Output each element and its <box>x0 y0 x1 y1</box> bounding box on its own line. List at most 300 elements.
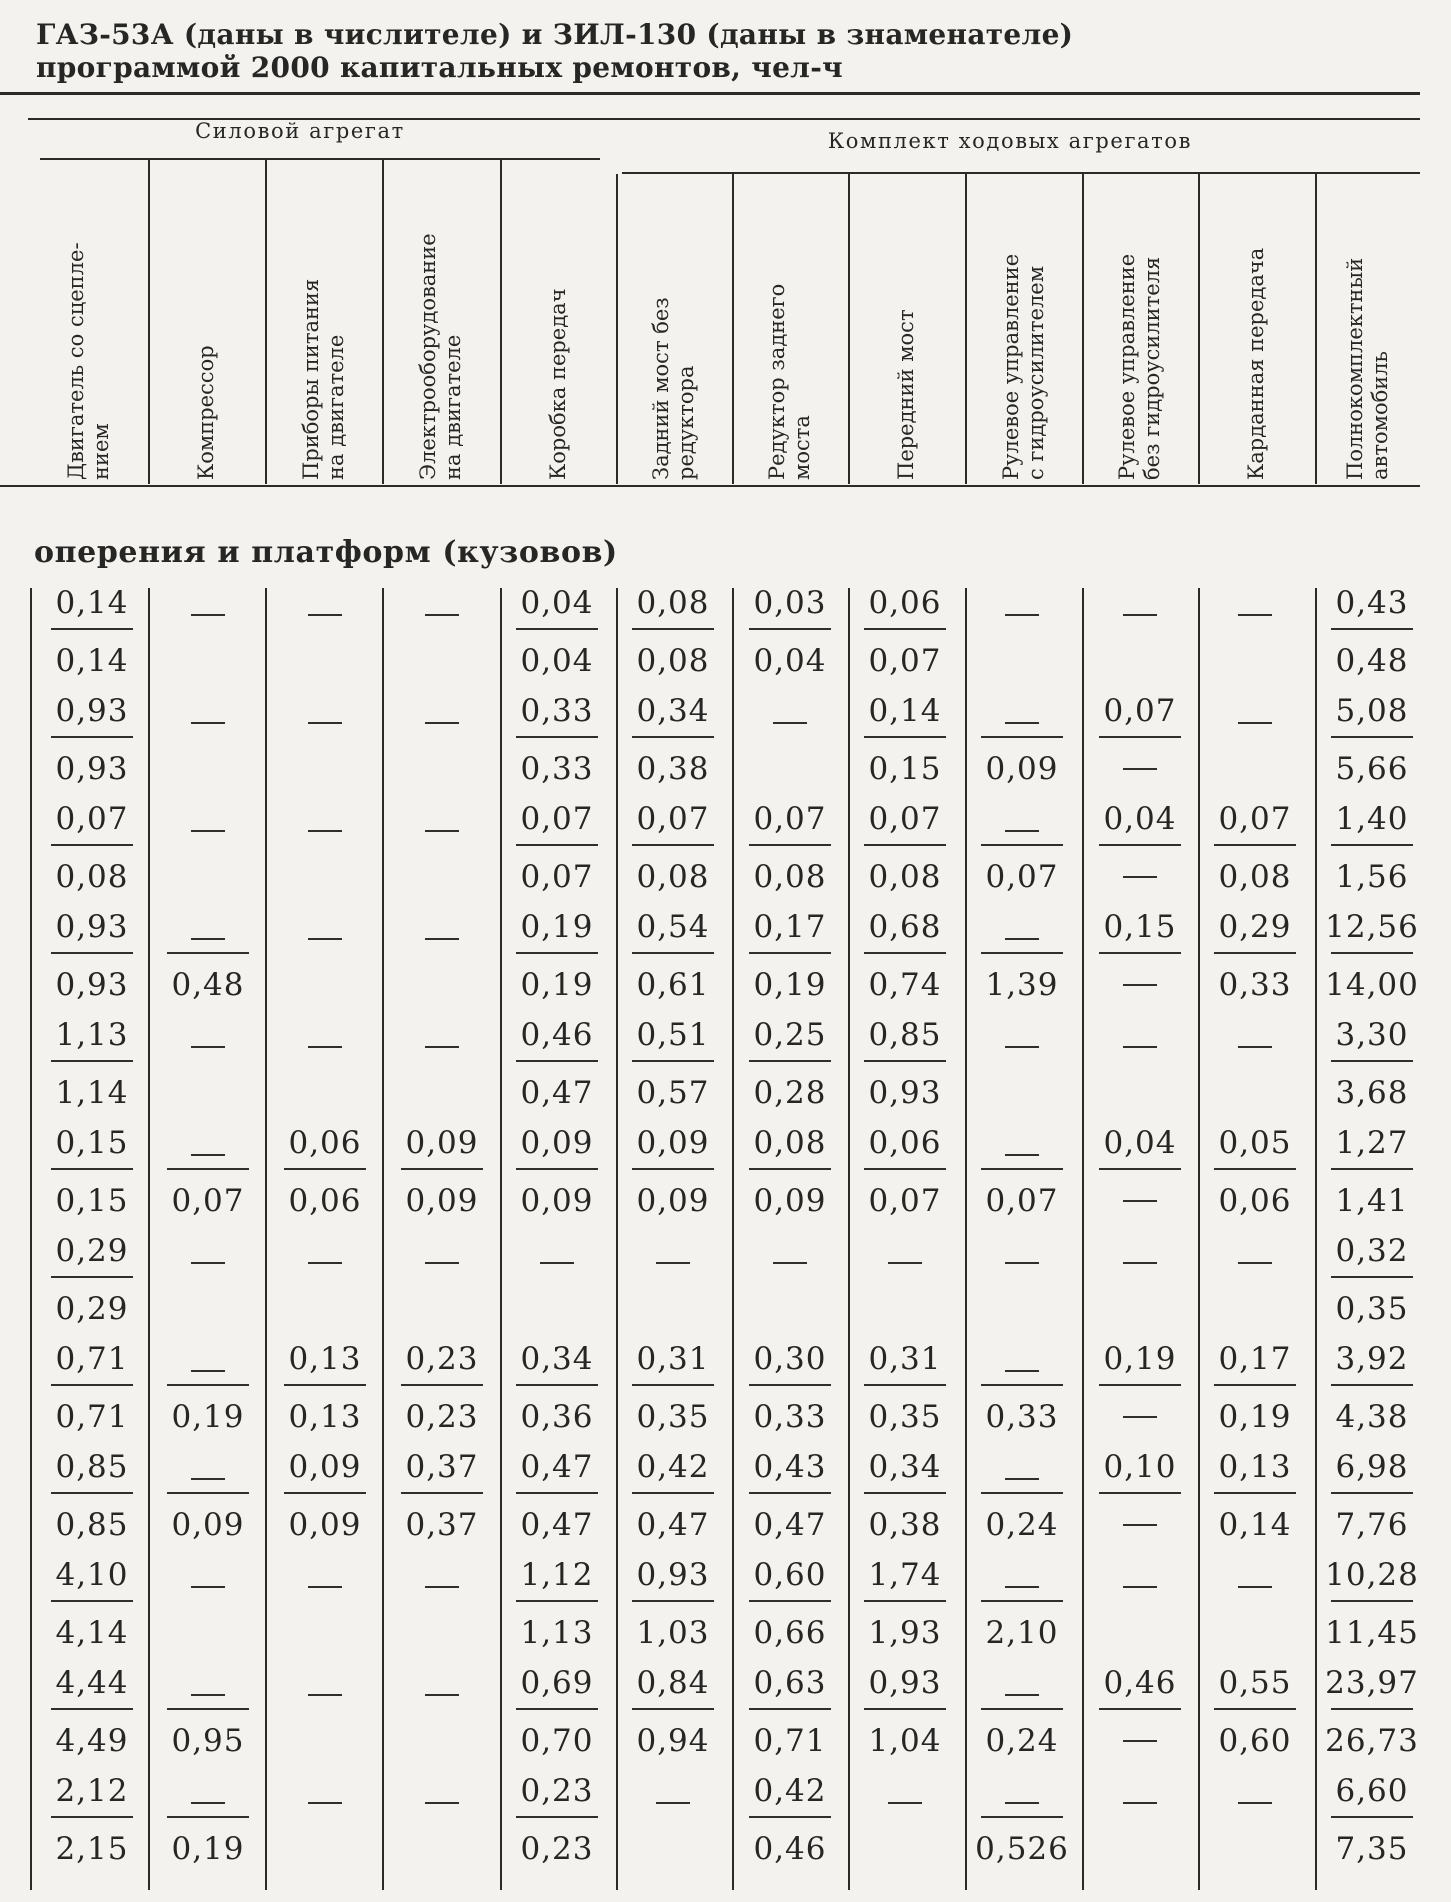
table-cell-numerator <box>390 692 494 730</box>
fraction-bar <box>749 1600 831 1602</box>
header-divider <box>616 174 618 484</box>
fraction-bar <box>516 1708 598 1710</box>
table-cell-numerator: 0,13 <box>1218 1449 1292 1485</box>
table-cell-denominator: 0,08 <box>753 859 827 895</box>
table-cell-denominator: 0,04 <box>753 643 827 679</box>
table-cell-numerator <box>156 584 260 622</box>
table-cell-denominator: 0,526 <box>975 1831 1069 1867</box>
table-cell-denominator: 0,28 <box>753 1075 827 1111</box>
header-divider <box>965 174 967 484</box>
fraction-bar <box>632 1060 714 1062</box>
table-cell-denominator <box>1088 1722 1192 1760</box>
table-cell-denominator: 1,03 <box>636 1615 710 1651</box>
fraction-bar <box>1331 736 1413 738</box>
column-header-1 <box>30 172 148 484</box>
fraction-bar <box>167 1708 249 1710</box>
fraction-bar <box>749 1384 831 1386</box>
column-header-2 <box>148 172 265 484</box>
table-cell-denominator: 0,48 <box>171 967 245 1003</box>
table-cell-numerator <box>738 1232 842 1270</box>
table-cell-numerator <box>1088 1232 1192 1270</box>
fraction-bar <box>516 1060 598 1062</box>
column-divider <box>1082 588 1084 1890</box>
fraction-bar <box>981 1168 1063 1170</box>
fraction-bar <box>516 736 598 738</box>
column-header-label <box>64 242 114 480</box>
fraction-bar <box>749 1708 831 1710</box>
fraction-bar <box>1214 1492 1296 1494</box>
table-cell-denominator: 0,09 <box>985 751 1059 787</box>
fraction-bar <box>864 628 946 630</box>
table-cell-numerator <box>1203 584 1307 622</box>
table-cell-denominator: 0,08 <box>1218 859 1292 895</box>
fraction-bar <box>632 1168 714 1170</box>
table-cell-numerator: 0,33 <box>520 693 594 729</box>
fraction-bar <box>864 1168 946 1170</box>
table-cell-numerator <box>390 1772 494 1810</box>
fraction-bar <box>516 1492 598 1494</box>
table-cell-numerator: 4,44 <box>55 1665 129 1701</box>
table-cell-denominator: 1,39 <box>985 967 1059 1003</box>
column-header-line: на двигателе <box>441 334 465 480</box>
table-cell-denominator: 0,36 <box>520 1399 594 1435</box>
table-cell-numerator: 0,46 <box>520 1017 594 1053</box>
table-cell-numerator: 0,31 <box>636 1341 710 1377</box>
table-cell-denominator: 0,70 <box>520 1723 594 1759</box>
table-cell-numerator <box>273 692 377 730</box>
table-cell-denominator: 0,57 <box>636 1075 710 1111</box>
table-cell-numerator <box>390 1664 494 1702</box>
column-divider <box>148 588 150 1890</box>
table-cell-denominator: 0,07 <box>520 859 594 895</box>
table-cell-numerator: 3,92 <box>1335 1341 1409 1377</box>
fraction-bar <box>981 952 1063 954</box>
fraction-bar <box>51 1816 133 1818</box>
table-cell-numerator <box>1203 1556 1307 1594</box>
table-cell-numerator <box>156 800 260 838</box>
table-cell-numerator: 3,30 <box>1335 1017 1409 1053</box>
column-divider <box>1198 588 1200 1890</box>
column-header-label <box>546 288 571 480</box>
table-cell-numerator <box>273 1664 377 1702</box>
top-rule <box>0 92 1420 95</box>
fraction-bar <box>1099 1492 1181 1494</box>
fraction-bar <box>284 1168 366 1170</box>
table-cell-numerator <box>273 800 377 838</box>
table-cell-denominator: 0,47 <box>636 1507 710 1543</box>
table-cell-denominator: 0,33 <box>1218 967 1292 1003</box>
section-title: оперения и платформ (кузовов) <box>34 535 618 570</box>
column-header-line: Задний мост без <box>649 297 673 480</box>
column-header-label <box>1244 248 1269 480</box>
table-cell-numerator <box>1088 1016 1192 1054</box>
table-cell-denominator <box>1088 858 1192 896</box>
column-divider <box>616 588 618 1890</box>
table-cell-denominator: 0,38 <box>868 1507 942 1543</box>
table-cell-denominator: 0,95 <box>171 1723 245 1759</box>
header-divider <box>500 160 502 484</box>
header-divider <box>1198 174 1200 484</box>
column-header-label <box>765 284 815 480</box>
table-cell-numerator: 0,93 <box>636 1557 710 1593</box>
table-cell-numerator: 4,10 <box>55 1557 129 1593</box>
fraction-bar <box>981 1600 1063 1602</box>
table-cell-denominator: 2,15 <box>55 1831 129 1867</box>
table-cell-denominator: 0,09 <box>753 1183 827 1219</box>
table-cell-numerator: 0,06 <box>868 585 942 621</box>
fraction-bar <box>1099 844 1181 846</box>
table-cell-numerator <box>970 1124 1074 1162</box>
column-header-6 <box>616 172 732 484</box>
fraction-bar <box>864 1384 946 1386</box>
title-line-2: программой 2000 капитальных ремонтов, чел-ч <box>36 51 843 84</box>
header-bottom-rule <box>0 485 1420 487</box>
table-cell-numerator: 1,12 <box>520 1557 594 1593</box>
table-cell-numerator: 0,84 <box>636 1665 710 1701</box>
table-cell-denominator: 0,24 <box>985 1507 1059 1543</box>
fraction-bar <box>1331 1600 1413 1602</box>
table-cell-numerator: 0,43 <box>1335 585 1409 621</box>
table-cell-numerator <box>273 1556 377 1594</box>
table-cell-denominator: 0,47 <box>753 1507 827 1543</box>
table-cell-denominator: 3,68 <box>1335 1075 1409 1111</box>
column-header-line: Полнокомплектный <box>1342 257 1367 480</box>
table-cell-denominator: 0,33 <box>753 1399 827 1435</box>
column-header-label <box>999 254 1049 480</box>
table-cell-numerator <box>970 692 1074 730</box>
column-header-line: на двигателе <box>323 334 348 480</box>
table-cell-denominator: 0,93 <box>55 967 129 1003</box>
table-cell-numerator <box>621 1772 725 1810</box>
table-cell-denominator: 0,93 <box>55 751 129 787</box>
fraction-bar <box>1214 844 1296 846</box>
table-cell-denominator: 7,35 <box>1335 1831 1409 1867</box>
column-divider <box>382 588 384 1890</box>
table-cell-numerator: 0,47 <box>520 1449 594 1485</box>
fraction-bar <box>749 1168 831 1170</box>
column-header-label <box>1115 254 1165 480</box>
table-cell-numerator: 0,09 <box>636 1125 710 1161</box>
table-cell-denominator: 0,35 <box>1335 1291 1409 1327</box>
table-cell-numerator <box>970 1340 1074 1378</box>
table-cell-numerator: 0,54 <box>636 909 710 945</box>
table-cell-numerator: 0,17 <box>753 909 827 945</box>
fraction-bar <box>1099 1384 1181 1386</box>
column-header-line: моста <box>790 415 814 480</box>
table-cell-numerator: 0,04 <box>1103 1125 1177 1161</box>
table-cell-numerator <box>156 692 260 730</box>
fraction-bar <box>1331 844 1413 846</box>
table-cell-numerator: 0,06 <box>288 1125 362 1161</box>
table-cell-denominator: 0,08 <box>636 859 710 895</box>
fraction-bar <box>1099 952 1181 954</box>
header-divider <box>265 160 267 484</box>
fraction-bar <box>1331 628 1413 630</box>
fraction-bar <box>864 1708 946 1710</box>
fraction-bar <box>51 1708 133 1710</box>
fraction-bar <box>981 1816 1063 1818</box>
table-cell-denominator: 0,09 <box>636 1183 710 1219</box>
table-cell-denominator: 0,14 <box>55 643 129 679</box>
table-cell-numerator: 0,09 <box>288 1449 362 1485</box>
table-cell-numerator <box>1203 692 1307 730</box>
table-cell-numerator: 6,98 <box>1335 1449 1409 1485</box>
column-header-12 <box>1315 172 1420 484</box>
fraction-bar <box>51 628 133 630</box>
column-divider <box>732 588 734 1890</box>
table-cell-numerator <box>156 1340 260 1378</box>
column-header-line: Карданная передача <box>1244 247 1268 480</box>
table-cell-denominator: 5,66 <box>1335 751 1409 787</box>
table-cell-denominator: 0,07 <box>868 1183 942 1219</box>
fraction-bar <box>284 1492 366 1494</box>
header-divider <box>732 174 734 484</box>
table-cell-numerator: 0,60 <box>753 1557 827 1593</box>
table-cell-denominator: 0,15 <box>868 751 942 787</box>
table-cell-denominator: 1,41 <box>1335 1183 1409 1219</box>
table-cell-denominator: 0,19 <box>753 967 827 1003</box>
table-cell-numerator: 0,93 <box>55 693 129 729</box>
fraction-bar <box>1214 1168 1296 1170</box>
fraction-bar <box>1331 1276 1413 1278</box>
table-cell-numerator: 1,27 <box>1335 1125 1409 1161</box>
table-cell-numerator: 1,74 <box>868 1557 942 1593</box>
table-cell-numerator <box>273 584 377 622</box>
table-cell-denominator: 7,76 <box>1335 1507 1409 1543</box>
table-cell-denominator: 1,56 <box>1335 859 1409 895</box>
table-cell-numerator <box>970 908 1074 946</box>
column-header-line: без гидроусилителя <box>1140 256 1164 480</box>
table-cell-numerator: 0,29 <box>1218 909 1292 945</box>
fraction-bar <box>749 952 831 954</box>
table-cell-numerator <box>621 1232 725 1270</box>
column-divider <box>1315 588 1317 1890</box>
table-cell-denominator: 0,35 <box>868 1399 942 1435</box>
fraction-bar <box>516 1384 598 1386</box>
fraction-bar <box>1099 1708 1181 1710</box>
group-running-gear: Комплект ходовых агрегатов <box>827 129 1193 153</box>
table-cell-denominator <box>1088 1398 1192 1436</box>
fraction-bar <box>167 952 249 954</box>
table-cell-denominator: 0,19 <box>1218 1399 1292 1435</box>
table-cell-denominator: 4,38 <box>1335 1399 1409 1435</box>
table-cell-numerator: 0,71 <box>55 1341 129 1377</box>
fraction-bar <box>516 844 598 846</box>
fraction-bar <box>1331 1708 1413 1710</box>
table-cell-numerator: 0,08 <box>636 585 710 621</box>
table-cell-denominator: 1,14 <box>55 1075 129 1111</box>
table-cell-numerator: 0,15 <box>1103 909 1177 945</box>
table-cell-numerator: 23,97 <box>1325 1665 1419 1701</box>
column-header-line: Коробка передач <box>545 288 570 480</box>
table-cell-numerator: 0,42 <box>753 1773 827 1809</box>
table-cell-denominator: 0,15 <box>55 1183 129 1219</box>
fraction-bar <box>51 1060 133 1062</box>
fraction-bar <box>516 952 598 954</box>
fraction-bar <box>1099 736 1181 738</box>
table-cell-denominator: 14,00 <box>1325 967 1419 1003</box>
table-cell-numerator <box>970 1232 1074 1270</box>
table-cell-numerator: 0,93 <box>868 1665 942 1701</box>
table-cell-denominator: 0,06 <box>288 1183 362 1219</box>
table-cell-numerator <box>156 1664 260 1702</box>
table-cell-numerator: 10,28 <box>1325 1557 1419 1593</box>
table-cell-denominator: 4,14 <box>55 1615 129 1651</box>
fraction-bar <box>51 1600 133 1602</box>
column-header-line: Передний мост <box>894 309 918 480</box>
table-cell-denominator: 1,04 <box>868 1723 942 1759</box>
fraction-bar <box>981 736 1063 738</box>
fraction-bar <box>864 1600 946 1602</box>
column-header-10 <box>1082 172 1198 484</box>
table-cell-denominator: 0,19 <box>171 1399 245 1435</box>
fraction-bar <box>632 952 714 954</box>
fraction-bar <box>401 1168 483 1170</box>
table-cell-denominator <box>1088 966 1192 1004</box>
table-cell-numerator: 0,31 <box>868 1341 942 1377</box>
table-cell-numerator <box>273 908 377 946</box>
table-cell-numerator <box>273 1016 377 1054</box>
table-cell-denominator: 0,47 <box>520 1507 594 1543</box>
column-header-label <box>649 297 699 480</box>
table-cell-denominator: 1,93 <box>868 1615 942 1651</box>
fraction-bar <box>749 628 831 630</box>
table-cell-numerator: 0,13 <box>288 1341 362 1377</box>
table-cell-denominator: 0,33 <box>520 751 594 787</box>
table-cell-numerator: 0,46 <box>1103 1665 1177 1701</box>
table-cell-numerator: 0,34 <box>868 1449 942 1485</box>
table-cell-numerator: 0,69 <box>520 1665 594 1701</box>
table-cell-denominator: 0,09 <box>405 1183 479 1219</box>
table-cell-numerator: 0,19 <box>1103 1341 1177 1377</box>
column-divider <box>30 588 32 1890</box>
fraction-bar <box>516 1168 598 1170</box>
fraction-bar <box>864 1492 946 1494</box>
table-cell-numerator: 0,07 <box>868 801 942 837</box>
fraction-bar <box>1331 1168 1413 1170</box>
table-cell-denominator: 0,07 <box>985 859 1059 895</box>
table-cell-numerator: 5,08 <box>1335 693 1409 729</box>
table-cell-numerator: 0,34 <box>636 693 710 729</box>
fraction-bar <box>1331 952 1413 954</box>
table-cell-denominator <box>1088 1182 1192 1220</box>
fraction-bar <box>632 1492 714 1494</box>
table-cell-denominator: 1,13 <box>520 1615 594 1651</box>
table-cell-numerator <box>156 908 260 946</box>
column-header-line: Рулевое управление <box>1115 253 1139 480</box>
table-cell-numerator <box>156 1556 260 1594</box>
fraction-bar <box>1214 1384 1296 1386</box>
table-cell-numerator: 0,04 <box>1103 801 1177 837</box>
table-cell-denominator: 0,94 <box>636 1723 710 1759</box>
table-cell-denominator: 0,19 <box>520 967 594 1003</box>
group-power-unit-rule <box>40 158 600 160</box>
fraction-bar <box>51 1276 133 1278</box>
table-cell-numerator: 1,40 <box>1335 801 1409 837</box>
column-header-line: Рулевое управление <box>998 253 1023 480</box>
table-cell-denominator: 26,73 <box>1325 1723 1419 1759</box>
table-cell-numerator: 0,07 <box>55 801 129 837</box>
fraction-bar <box>51 1384 133 1386</box>
table-cell-numerator: 0,85 <box>868 1017 942 1053</box>
fraction-bar <box>51 844 133 846</box>
fraction-bar <box>167 1492 249 1494</box>
fraction-bar <box>401 1492 483 1494</box>
table-cell-numerator: 2,12 <box>55 1773 129 1809</box>
table-cell-denominator: 0,23 <box>405 1399 479 1435</box>
fraction-bar <box>167 1816 249 1818</box>
table-cell-denominator: 0,74 <box>868 967 942 1003</box>
table-cell-numerator: 0,04 <box>520 585 594 621</box>
table-cell-numerator <box>1203 1772 1307 1810</box>
table-cell-numerator <box>970 800 1074 838</box>
header-divider <box>1082 174 1084 484</box>
fraction-bar <box>981 1708 1063 1710</box>
column-header-11 <box>1198 172 1315 484</box>
table-cell-denominator: 2,10 <box>985 1615 1059 1651</box>
table-cell-numerator <box>390 800 494 838</box>
fraction-bar <box>864 844 946 846</box>
table-cell-denominator: 0,61 <box>636 967 710 1003</box>
column-header-5 <box>500 172 616 484</box>
table-cell-numerator: 0,29 <box>55 1233 129 1269</box>
table-cell-numerator <box>156 1448 260 1486</box>
table-cell-numerator: 0,23 <box>520 1773 594 1809</box>
table-cell-denominator: 0,38 <box>636 751 710 787</box>
column-header-line: Приборы питания <box>298 278 323 480</box>
table-cell-numerator: 0,43 <box>753 1449 827 1485</box>
column-header-line: Редуктор заднего <box>765 283 789 480</box>
table-cell-numerator: 0,15 <box>55 1125 129 1161</box>
table-cell-denominator <box>1088 750 1192 788</box>
fraction-bar <box>284 1384 366 1386</box>
table-cell-denominator: 0,06 <box>1218 1183 1292 1219</box>
column-header-label <box>416 233 466 480</box>
column-header-9 <box>965 172 1082 484</box>
table-cell-numerator: 0,42 <box>636 1449 710 1485</box>
header-divider <box>1315 174 1317 484</box>
column-header-line: автомобиль <box>1367 351 1392 480</box>
fraction-bar <box>864 736 946 738</box>
table-cell-denominator: 0,66 <box>753 1615 827 1651</box>
fraction-bar <box>981 1384 1063 1386</box>
table-cell-numerator <box>1088 1556 1192 1594</box>
table-cell-numerator <box>390 908 494 946</box>
table-cell-numerator <box>970 1448 1074 1486</box>
table-cell-numerator: 0,32 <box>1335 1233 1409 1269</box>
table-cell-numerator: 0,85 <box>55 1449 129 1485</box>
table-cell-denominator: 0,13 <box>288 1399 362 1435</box>
fraction-bar <box>1214 952 1296 954</box>
table-cell-denominator: 0,14 <box>1218 1507 1292 1543</box>
column-header-line: Электрооборудование <box>416 233 440 480</box>
fraction-bar <box>516 1816 598 1818</box>
table-cell-numerator: 0,09 <box>405 1125 479 1161</box>
column-header-line: с гидроусилителем <box>1023 265 1048 480</box>
page-title <box>36 18 1073 84</box>
table-cell-denominator: 0,09 <box>288 1507 362 1543</box>
table-cell-numerator: 0,14 <box>55 585 129 621</box>
fraction-bar <box>51 1492 133 1494</box>
table-cell-numerator <box>390 584 494 622</box>
table-cell-numerator: 0,07 <box>1218 801 1292 837</box>
header-divider <box>148 160 150 484</box>
table-cell-denominator: 0,46 <box>753 1831 827 1867</box>
table-cell-numerator: 0,07 <box>636 801 710 837</box>
table-cell-numerator <box>505 1232 609 1270</box>
table-cell-numerator: 0,68 <box>868 909 942 945</box>
fraction-bar <box>51 736 133 738</box>
